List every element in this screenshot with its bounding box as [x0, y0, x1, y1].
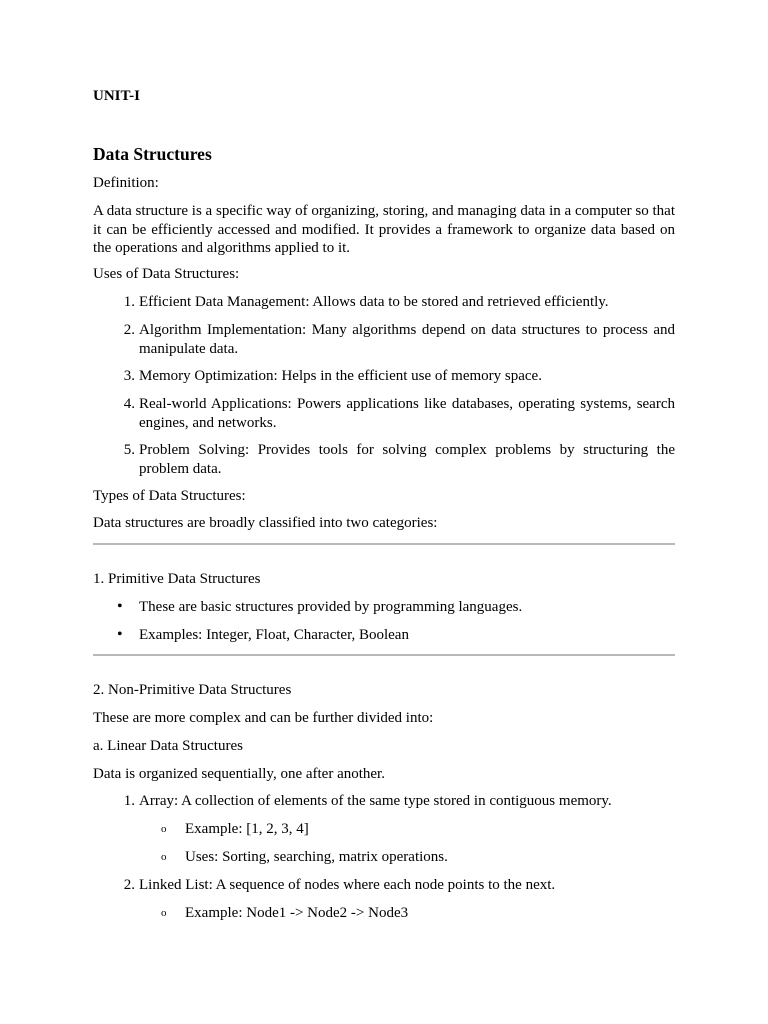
list-item-text: Real-world Applications: Powers applications like databases, operating systems, search engines, and networks.	[139, 396, 675, 431]
list-number: 3.	[123, 368, 135, 384]
list-item	[123, 792, 675, 811]
list-item	[123, 441, 675, 478]
circle-bullet-icon: o	[161, 823, 167, 835]
linear-heading: a. Linear Data Structures	[93, 738, 243, 754]
circle-bullet-icon: o	[161, 851, 167, 863]
horizontal-rule	[93, 543, 675, 545]
non-primitive-intro: These are more complex and can be further divided into:	[93, 710, 434, 726]
list-item	[117, 626, 675, 645]
list-item-text: Linked List: A sequence of nodes where each node points to the next.	[139, 877, 556, 893]
list-number: 1.	[123, 294, 135, 310]
circle-bullet-icon: o	[161, 907, 167, 919]
sub-list-item-text: Example: [1, 2, 3, 4]	[185, 821, 309, 837]
bullet-icon: •	[117, 626, 123, 643]
sub-list-item	[161, 904, 675, 923]
list-item	[117, 598, 675, 617]
definition-label: Definition:	[93, 175, 159, 191]
list-item-text: Efficient Data Management: Allows data to be stored and retrieved efficiently.	[139, 294, 609, 310]
list-item	[123, 367, 675, 386]
sub-list-item	[161, 820, 675, 839]
bullet-icon: •	[117, 598, 123, 615]
list-item-text: Algorithm Implementation: Many algorithms depend on data structures to process and manipulate data.	[139, 322, 675, 357]
primitive-heading: 1. Primitive Data Structures	[93, 571, 261, 587]
sub-list-item-text: Uses: Sorting, searching, matrix operations.	[185, 849, 448, 865]
list-number: 2.	[123, 877, 135, 893]
unit-heading: UNIT-I	[93, 88, 140, 104]
list-item-text: Problem Solving: Provides tools for solving complex problems by structuring the problem data.	[139, 442, 675, 477]
list-number: 5.	[123, 442, 135, 458]
list-number: 2.	[123, 322, 135, 338]
page-title: Data Structures	[93, 144, 212, 164]
sub-list-item-text: Example: Node1 -> Node2 -> Node3	[185, 905, 409, 921]
list-item	[123, 321, 675, 358]
list-item	[123, 395, 675, 432]
list-item-text: Memory Optimization: Helps in the efficient use of memory space.	[139, 368, 542, 384]
sub-list-item	[161, 848, 675, 867]
linear-intro: Data is organized sequentially, one after another.	[93, 766, 385, 782]
list-item	[123, 293, 675, 312]
list-number: 1.	[123, 793, 135, 809]
non-primitive-heading: 2. Non-Primitive Data Structures	[93, 682, 292, 698]
horizontal-rule	[93, 654, 675, 656]
list-number: 4.	[123, 396, 135, 412]
list-item-text: These are basic structures provided by programming languages.	[139, 599, 523, 615]
list-item	[123, 876, 675, 895]
definition-text: A data structure is a specific way of organizing, storing, and managing data in a computer so that it can be efficiently accessed and modified. It provides a framework to organize data based on the operations and algorithms applied to it.	[93, 203, 675, 256]
list-item-text: Examples: Integer, Float, Character, Boolean	[139, 627, 409, 643]
types-intro: Data structures are broadly classified into two categories:	[93, 515, 438, 531]
uses-label: Uses of Data Structures:	[93, 266, 240, 282]
list-item-text: Array: A collection of elements of the same type stored in contiguous memory.	[139, 793, 612, 809]
types-label: Types of Data Structures:	[93, 488, 246, 504]
